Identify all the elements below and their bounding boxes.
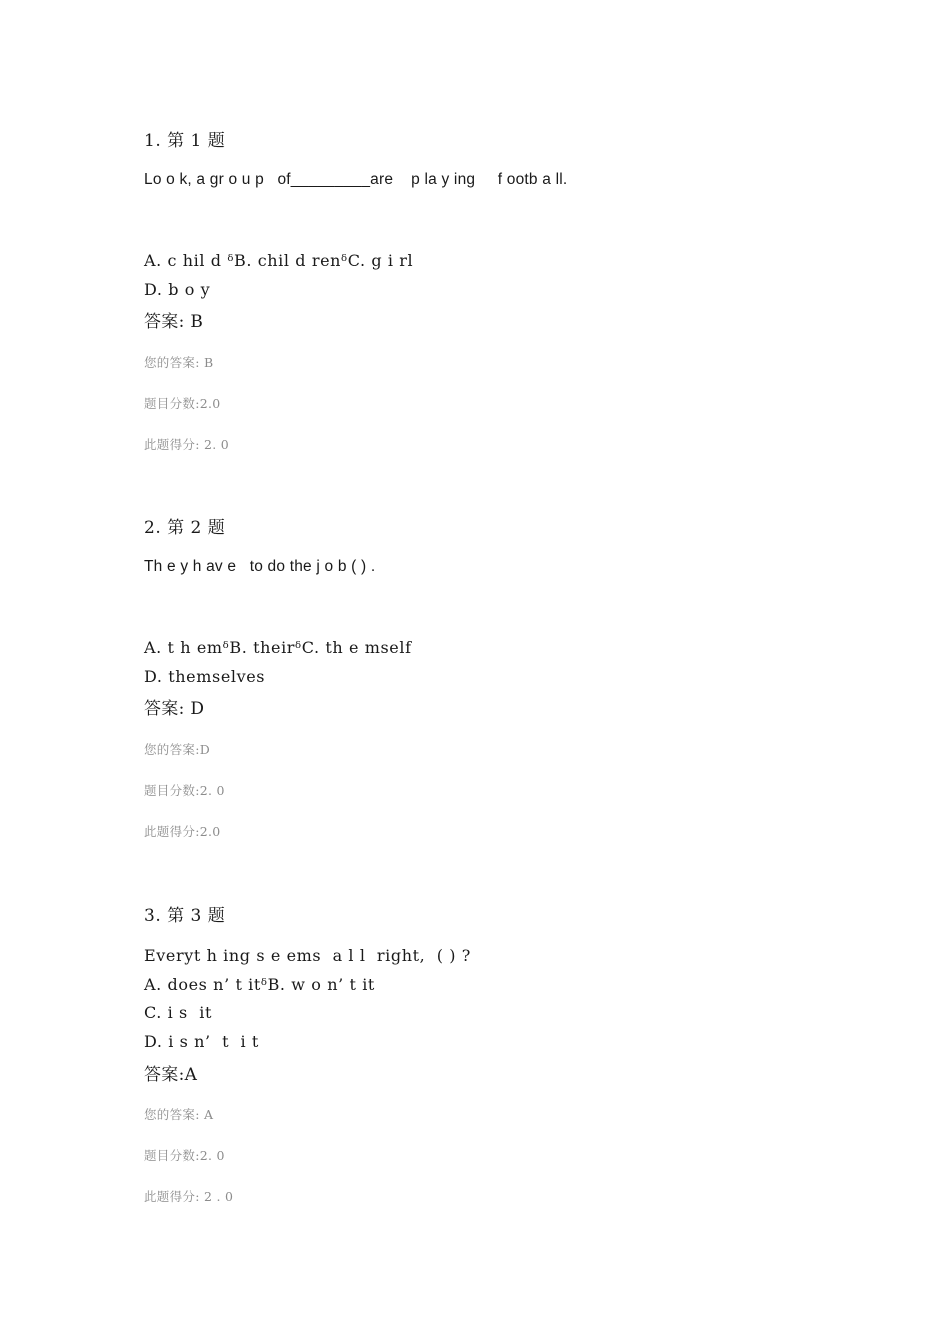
question-1-your-answer: 您的答案: B [144, 355, 214, 370]
question-1-earned: 此题得分: 2. 0 [144, 437, 230, 452]
question-2-option-d: D. themselves [144, 667, 266, 686]
question-2-title: 2. 第 2 题 [144, 518, 226, 538]
question-3-option-c: C. i s it [144, 1003, 212, 1022]
question-2-options: A. t h emᵟB. theirᵟC. th e mself [144, 638, 412, 657]
question-1-score: 题目分数:2.0 [144, 396, 221, 411]
question-1-answer: 答案: B [144, 312, 204, 332]
question-2-earned: 此题得分:2.0 [144, 824, 221, 839]
question-1-title: 1. 第 1 题 [144, 131, 226, 151]
question-3-answer: 答案:A [144, 1065, 198, 1085]
question-3-earned: 此题得分: 2 . 0 [144, 1189, 234, 1204]
question-3-options: A. does n’ t itᵟB. w o n’ t it [144, 975, 375, 994]
question-2-your-answer: 您的答案:D [144, 742, 211, 757]
question-2-stem: Th e y h av e to do the j o b ( ) . [144, 558, 376, 575]
question-2-answer: 答案: D [144, 699, 205, 719]
question-3-title: 3. 第 3 题 [144, 906, 226, 926]
question-3-option-d: D. i s n’ t i t [144, 1032, 259, 1051]
question-1-option-d: D. b o y [144, 280, 211, 299]
question-1-stem: Lo o k, a gr o u p of_________are p la y ing f ootb a ll. [144, 171, 568, 188]
question-2-score: 题目分数:2. 0 [144, 783, 225, 798]
question-3-score: 题目分数:2. 0 [144, 1148, 225, 1163]
question-3-your-answer: 您的答案: A [144, 1107, 214, 1122]
question-1-options: A. c hil d ᵟB. chil d renᵟC. g i rl [144, 251, 414, 270]
question-3-stem: Everyt h ing s e ems a l l right, ( ) ? [144, 946, 471, 965]
